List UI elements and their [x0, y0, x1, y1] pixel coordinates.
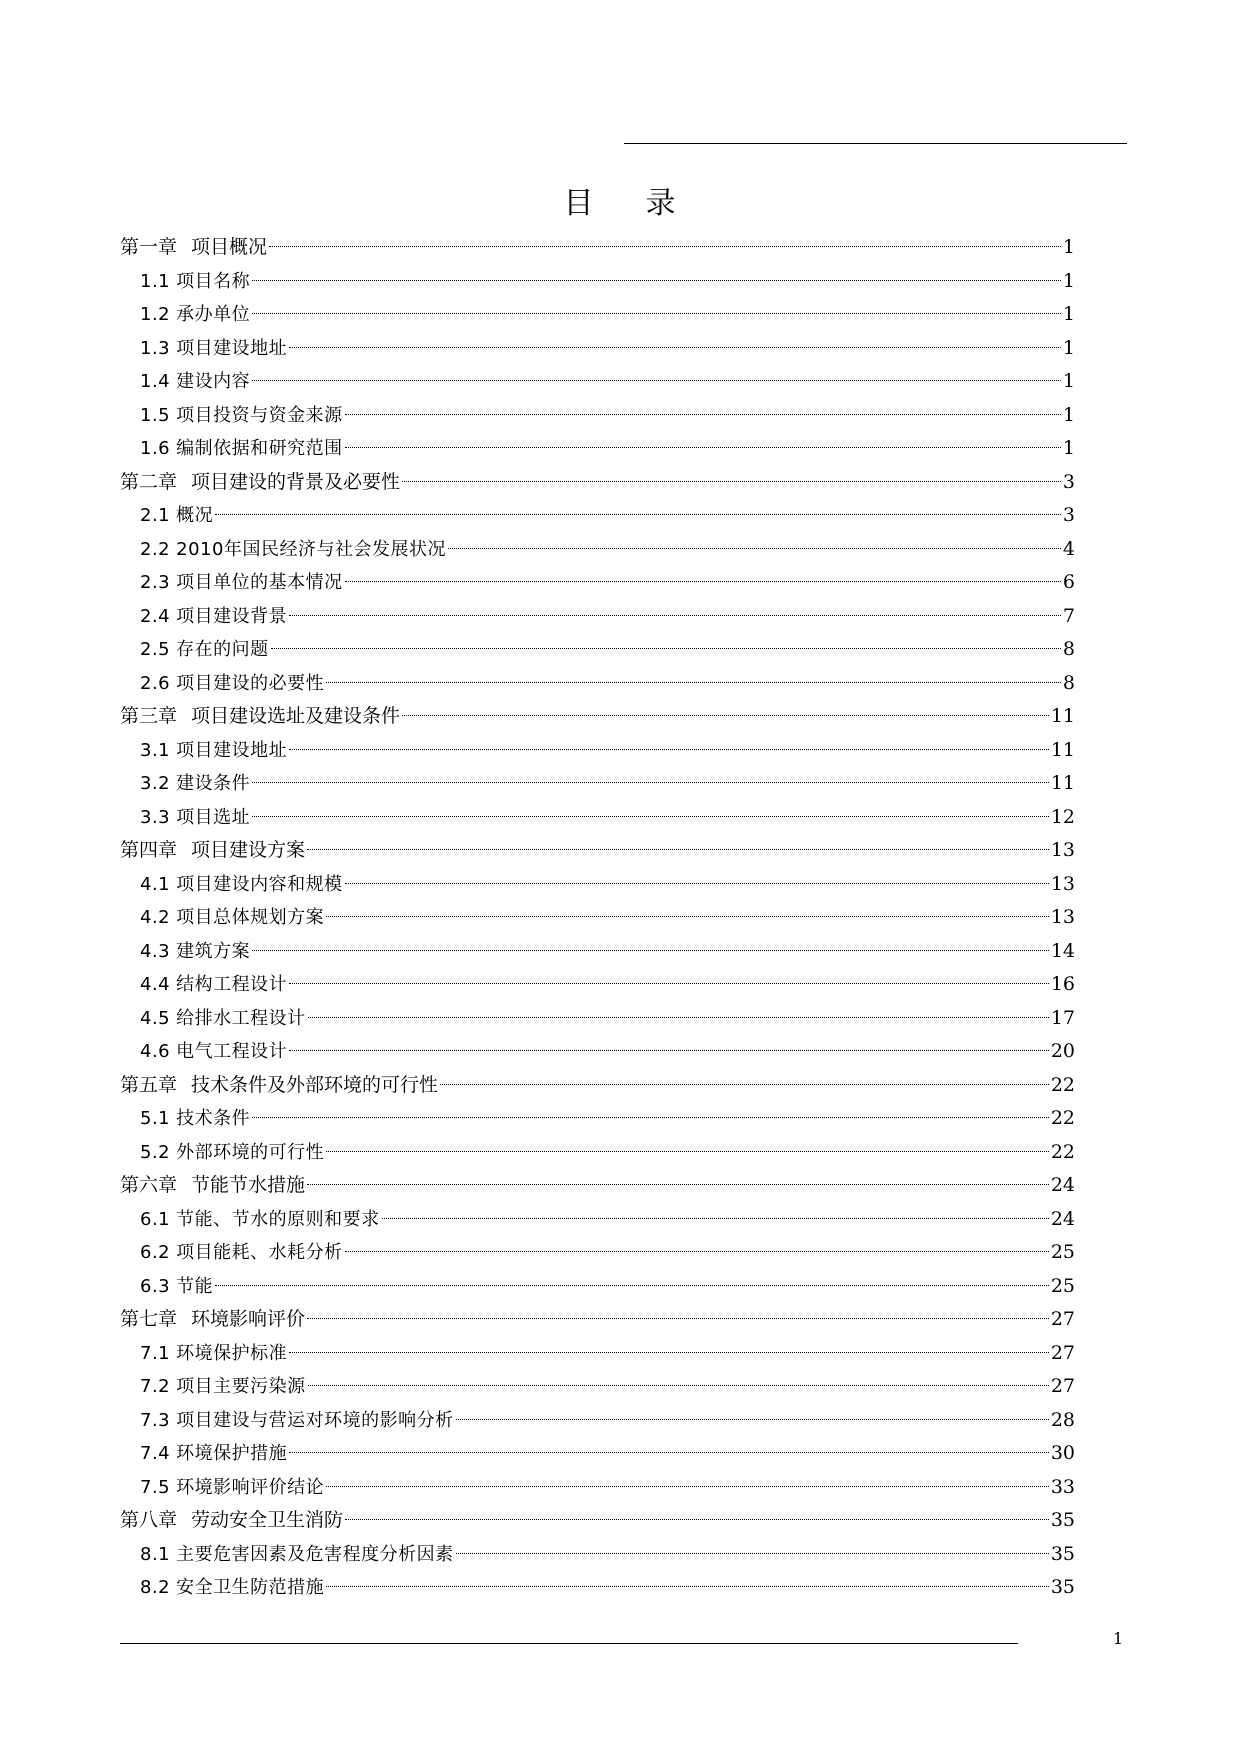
toc-section-entry[interactable]: [120, 1236, 1075, 1270]
toc-entry-label: 环境影响评价结论: [176, 1476, 325, 1498]
toc-entry-page: 27: [1050, 1308, 1075, 1330]
toc-entry-label: 外部环境的可行性: [176, 1141, 325, 1163]
dot-leader: [345, 445, 1061, 448]
toc-entry-label: 编制依据和研究范围: [176, 438, 343, 459]
toc-section-entry[interactable]: [120, 734, 1075, 768]
toc-title-part2: 录: [645, 186, 678, 221]
toc-entry-page: 24: [1050, 1207, 1075, 1230]
toc-entry-label: 环境保护标准: [176, 1342, 288, 1364]
toc-entry-label: 节能节水措施: [191, 1174, 306, 1196]
toc-chapter-entry[interactable]: [120, 1303, 1075, 1337]
toc-chapter-entry[interactable]: [120, 1169, 1075, 1203]
toc-entry-number: 7.2: [140, 1376, 171, 1397]
toc-entry-page: 28: [1050, 1408, 1075, 1431]
toc-entry-label: 项目能耗、水耗分析: [176, 1242, 343, 1263]
toc-section-entry[interactable]: [120, 1270, 1075, 1304]
toc-entry-label: 结构工程设计: [176, 974, 288, 995]
toc-entry-label: 建筑方案: [176, 940, 251, 962]
toc-section-entry[interactable]: [120, 1035, 1075, 1069]
dot-leader: [252, 311, 1061, 314]
toc-entry-number: 第六章: [120, 1174, 178, 1196]
dot-leader: [215, 1283, 1049, 1286]
toc-entry-number: 8.2: [140, 1577, 171, 1598]
dot-leader: [345, 1249, 1049, 1252]
toc-entry-page: 13: [1050, 872, 1075, 895]
page-number: 1: [1113, 1629, 1124, 1648]
toc-entry-label: 给排水工程设计: [176, 1007, 306, 1029]
toc-chapter-entry[interactable]: [120, 700, 1075, 734]
toc-entry-page: 1: [1062, 403, 1075, 426]
toc-section-entry[interactable]: [120, 399, 1075, 433]
toc-entry-label: 2010年国民经济与社会发展状况: [176, 538, 446, 560]
toc-entry-label: 技术条件及外部环境的可行性: [191, 1073, 439, 1096]
toc-entry-page: 20: [1050, 1040, 1075, 1062]
dot-leader: [269, 244, 1061, 247]
dot-leader: [345, 412, 1061, 415]
toc-entry-label: 环境影响评价: [191, 1308, 306, 1330]
toc-entry-label: 项目建设的背景及必要性: [191, 470, 401, 493]
toc-entry-label: 项目总体规划方案: [176, 907, 325, 928]
toc-entry-page: 13: [1050, 839, 1075, 861]
toc-entry-number: 2.4: [140, 605, 171, 627]
toc-entry-number: 7.4: [140, 1443, 171, 1464]
toc-entry-number: 第一章: [120, 236, 178, 258]
toc-section-entry[interactable]: [120, 1337, 1075, 1371]
toc-section-entry[interactable]: [120, 901, 1075, 935]
toc-title: [0, 184, 1241, 224]
toc-entry-number: 5.1: [140, 1108, 171, 1129]
toc-entry-label: 概况: [176, 505, 214, 526]
toc-entry-label: 环境保护措施: [176, 1443, 288, 1464]
toc-entry-label: 节能、节水的原则和要求: [176, 1208, 380, 1230]
toc-entry-page: 22: [1050, 1140, 1075, 1163]
toc-entry-number: 1.1: [140, 270, 171, 292]
toc-entry-page: 1: [1062, 370, 1075, 392]
toc-entry-number: 8.1: [140, 1543, 171, 1565]
toc-section-entry[interactable]: [120, 533, 1075, 567]
toc-entry-number: 7.1: [140, 1342, 171, 1364]
dot-leader: [289, 1048, 1049, 1051]
toc-entry-label: 存在的问题: [176, 639, 269, 660]
dot-leader: [271, 646, 1061, 649]
toc-entry-label: 项目建设选址及建设条件: [191, 705, 401, 727]
toc-entry-page: 35: [1050, 1576, 1075, 1598]
toc-entry-number: 4.3: [140, 940, 171, 962]
toc-entry-label: 建设条件: [176, 773, 251, 794]
toc-entry-page: 7: [1062, 604, 1075, 627]
toc-entry-page: 6: [1062, 571, 1075, 593]
toc-entry-number: 第八章: [120, 1509, 178, 1531]
toc-entry-page: 33: [1050, 1475, 1075, 1498]
toc-entry-label: 项目名称: [176, 270, 251, 292]
toc-entry-label: 项目建设地址: [176, 739, 288, 761]
toc-section-entry[interactable]: [120, 868, 1075, 902]
toc-entry-page: 4: [1062, 537, 1075, 560]
dot-leader: [345, 881, 1049, 884]
toc-entry-page: 3: [1062, 470, 1075, 493]
dot-leader: [307, 847, 1049, 850]
dot-leader: [252, 814, 1049, 817]
toc-entry-page: 22: [1050, 1073, 1075, 1096]
dot-leader: [326, 1149, 1049, 1152]
dot-leader: [252, 278, 1061, 281]
dot-leader: [289, 747, 1049, 750]
toc-section-entry[interactable]: [120, 332, 1075, 366]
dot-leader: [326, 1484, 1049, 1487]
toc-section-entry[interactable]: [120, 1571, 1075, 1605]
toc-entry-label: 项目建设与营运对环境的影响分析: [176, 1409, 454, 1431]
toc-section-entry[interactable]: [120, 298, 1075, 332]
dot-leader: [252, 948, 1049, 951]
toc-entry-page: 27: [1050, 1375, 1075, 1397]
dot-leader: [215, 512, 1061, 515]
toc-entry-number: 4.6: [140, 1041, 171, 1062]
dot-leader: [402, 713, 1049, 716]
toc-entry-page: 1: [1062, 269, 1075, 292]
toc-entry-page: 11: [1050, 772, 1075, 794]
dot-leader: [345, 1517, 1049, 1520]
dot-leader: [252, 378, 1061, 381]
toc-entry-label: 节能: [176, 1275, 214, 1297]
toc-entry-label: 项目单位的基本情况: [176, 572, 343, 593]
toc-entry-page: 35: [1050, 1509, 1075, 1531]
toc-entry-number: 第三章: [120, 705, 178, 727]
toc-entry-number: 3.1: [140, 739, 171, 761]
dot-leader: [382, 1216, 1049, 1219]
dot-leader: [289, 613, 1061, 616]
toc-section-entry[interactable]: [120, 1471, 1075, 1505]
dot-leader: [456, 1417, 1049, 1420]
toc-section-entry[interactable]: [120, 1404, 1075, 1438]
toc-entry-label: 项目概况: [191, 236, 268, 258]
toc-entry-page: 11: [1050, 705, 1075, 727]
toc-entry-number: 3.2: [140, 773, 171, 794]
toc-entry-page: 25: [1050, 1241, 1075, 1263]
toc-entry-page: 3: [1062, 504, 1075, 526]
toc-entry-label: 项目建设内容和规模: [176, 873, 343, 895]
toc-entry-page: 13: [1050, 906, 1075, 928]
toc-entry-number: 2.3: [140, 572, 171, 593]
dot-leader: [326, 680, 1061, 683]
toc-entry-number: 7.3: [140, 1409, 171, 1431]
toc-section-entry[interactable]: [120, 1437, 1075, 1471]
toc-section-entry[interactable]: [120, 801, 1075, 835]
toc-entry-number: 4.5: [140, 1007, 171, 1029]
toc-entry-page: 1: [1062, 336, 1075, 359]
toc-entry-number: 6.2: [140, 1242, 171, 1263]
toc-chapter-entry[interactable]: [120, 1069, 1075, 1103]
toc-entry-number: 2.5: [140, 639, 171, 660]
toc-entry-label: 劳动安全卫生消防: [191, 1509, 344, 1531]
toc-entry-number: 2.1: [140, 505, 171, 526]
toc-title-part1: 目: [563, 186, 596, 221]
toc-entry-label: 项目建设的必要性: [176, 672, 325, 694]
toc-list: [120, 231, 1075, 1605]
toc-entry-label: 项目建设背景: [176, 605, 288, 627]
toc-chapter-entry[interactable]: [120, 1504, 1075, 1538]
toc-entry-number: 4.2: [140, 907, 171, 928]
toc-entry-number: 2.6: [140, 672, 171, 694]
dot-leader: [307, 1316, 1049, 1319]
toc-entry-number: 5.2: [140, 1141, 171, 1163]
toc-section-entry[interactable]: [120, 633, 1075, 667]
toc-entry-label: 项目主要污染源: [176, 1376, 306, 1397]
toc-section-entry[interactable]: [120, 968, 1075, 1002]
dot-leader: [307, 1182, 1049, 1185]
toc-section-entry[interactable]: [120, 1102, 1075, 1136]
toc-section-entry[interactable]: [120, 432, 1075, 466]
toc-entry-number: 第五章: [120, 1073, 178, 1096]
toc-entry-number: 6.1: [140, 1208, 171, 1230]
toc-section-entry[interactable]: [120, 767, 1075, 801]
toc-entry-page: 1: [1062, 303, 1075, 325]
toc-entry-page: 24: [1050, 1174, 1075, 1196]
toc-entry-label: 电气工程设计: [176, 1041, 288, 1062]
dot-leader: [308, 1383, 1049, 1386]
toc-entry-page: 1: [1062, 236, 1075, 258]
toc-entry-page: 8: [1062, 671, 1075, 694]
toc-entry-label: 项目投资与资金来源: [176, 404, 343, 426]
toc-entry-number: 第二章: [120, 470, 178, 493]
toc-section-entry[interactable]: [120, 499, 1075, 533]
toc-entry-page: 11: [1050, 738, 1075, 761]
toc-chapter-entry[interactable]: [120, 834, 1075, 868]
dot-leader: [326, 914, 1049, 917]
toc-entry-number: 7.5: [140, 1476, 171, 1498]
toc-entry-page: 35: [1050, 1542, 1075, 1565]
toc-section-entry[interactable]: [120, 1002, 1075, 1036]
toc-entry-number: 3.3: [140, 806, 171, 828]
toc-entry-number: 1.2: [140, 304, 171, 325]
toc-entry-label: 技术条件: [176, 1108, 251, 1129]
dot-leader: [440, 1082, 1049, 1085]
toc-entry-label: 安全卫生防范措施: [176, 1577, 325, 1598]
header-rule: [624, 143, 1127, 144]
toc-section-entry[interactable]: [120, 566, 1075, 600]
toc-entry-number: 2.2: [140, 538, 171, 560]
toc-chapter-entry[interactable]: [120, 466, 1075, 500]
toc-chapter-entry[interactable]: [120, 231, 1075, 265]
toc-entry-label: 项目建设地址: [176, 337, 288, 359]
toc-entry-label: 承办单位: [176, 304, 251, 325]
toc-section-entry[interactable]: [120, 1136, 1075, 1170]
toc-entry-number: 1.4: [140, 371, 171, 392]
toc-section-entry[interactable]: [120, 1538, 1075, 1572]
toc-section-entry[interactable]: [120, 265, 1075, 299]
dot-leader: [345, 579, 1061, 582]
toc-entry-page: 16: [1050, 973, 1075, 995]
toc-entry-label: 项目建设方案: [191, 839, 306, 861]
toc-section-entry[interactable]: [120, 1203, 1075, 1237]
dot-leader: [289, 1450, 1049, 1453]
toc-section-entry[interactable]: [120, 667, 1075, 701]
toc-entry-page: 8: [1062, 638, 1075, 660]
toc-entry-page: 17: [1050, 1006, 1075, 1029]
footer-rule: [120, 1643, 1018, 1644]
toc-entry-number: 1.6: [140, 438, 171, 459]
toc-entry-label: 项目选址: [176, 806, 251, 828]
toc-entry-number: 6.3: [140, 1275, 171, 1297]
dot-leader: [402, 479, 1061, 482]
toc-entry-number: 1.3: [140, 337, 171, 359]
dot-leader: [308, 1015, 1049, 1018]
toc-entry-page: 12: [1050, 805, 1075, 828]
toc-entry-page: 30: [1050, 1442, 1075, 1464]
dot-leader: [289, 981, 1049, 984]
dot-leader: [456, 1551, 1049, 1554]
dot-leader: [326, 1584, 1049, 1587]
toc-entry-number: 第七章: [120, 1308, 178, 1330]
toc-section-entry[interactable]: [120, 935, 1075, 969]
toc-section-entry[interactable]: [120, 365, 1075, 399]
dot-leader: [289, 1350, 1049, 1353]
dot-leader: [252, 1115, 1049, 1118]
toc-entry-page: 14: [1050, 939, 1075, 962]
dot-leader: [289, 345, 1061, 348]
toc-entry-page: 22: [1050, 1107, 1075, 1129]
dot-leader: [252, 780, 1049, 783]
toc-entry-number: 1.5: [140, 404, 171, 426]
toc-section-entry[interactable]: [120, 600, 1075, 634]
dot-leader: [448, 546, 1061, 549]
toc-entry-number: 第四章: [120, 839, 178, 861]
toc-entry-page: 27: [1050, 1341, 1075, 1364]
toc-section-entry[interactable]: [120, 1370, 1075, 1404]
toc-entry-label: 主要危害因素及危害程度分析因素: [176, 1543, 454, 1565]
toc-entry-page: 1: [1062, 437, 1075, 459]
toc-entry-page: 25: [1050, 1274, 1075, 1297]
toc-entry-label: 建设内容: [176, 371, 251, 392]
toc-entry-number: 4.4: [140, 974, 171, 995]
toc-entry-number: 4.1: [140, 873, 171, 895]
